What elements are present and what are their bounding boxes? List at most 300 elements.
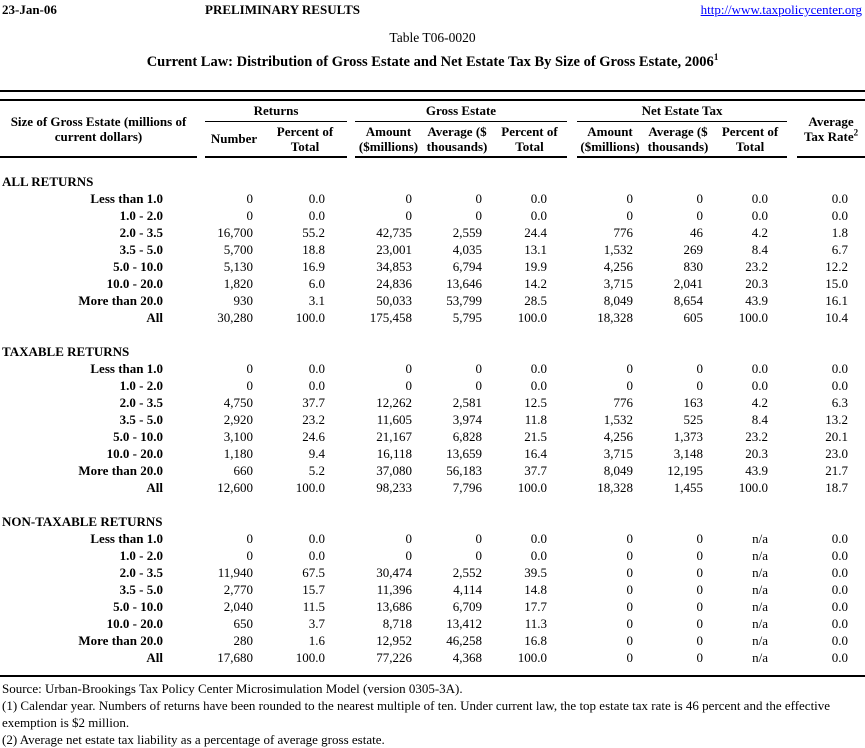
cell: 0.0 [530,191,548,206]
cell: 0 [246,531,253,546]
cell: 0.0 [308,208,325,223]
cell: 23,001 [376,242,412,257]
spacer-cell [347,309,355,326]
table-row [0,598,865,615]
avg-tax-rate-footnote-marker: 2 [853,127,859,138]
cell: n/a [752,616,769,631]
cell: 6,828 [452,429,482,444]
cell: 4,114 [453,582,482,597]
spacer-cell [0,666,865,676]
spacer-cell [347,632,355,649]
table-body [0,157,865,676]
spacer-cell [347,258,355,275]
col-header-returns-pct: Percent of Total [263,121,347,157]
cell: 98,233 [376,480,412,495]
cell: 17,680 [217,650,253,665]
cell: 0 [696,378,704,393]
spacer-cell [787,258,797,275]
header-spacer [197,101,205,157]
cell: 0 [246,191,253,206]
cell: 3,715 [603,276,634,291]
cell: n/a [752,565,769,580]
cell: 4,035 [452,242,482,257]
spacer-cell [567,360,577,377]
cell: 8.4 [751,242,769,257]
cell: 0 [696,650,704,665]
cell: 3.7 [308,616,325,631]
header-spacer [567,101,577,157]
cell: 6.0 [308,276,325,291]
row-label: 5.0 - 10.0 [113,429,163,444]
spacer-cell [347,462,355,479]
spacer-cell [197,292,205,309]
spacer-cell [787,547,797,564]
spacer-row [0,157,865,173]
cell: 0.0 [530,361,548,376]
cell: 0 [475,378,482,393]
cell: 4,750 [223,395,253,410]
cell: 0.0 [308,548,325,563]
cell: 3.1 [308,293,325,308]
table-row [0,224,865,241]
spacer-cell [197,445,205,462]
row-label: More than 20.0 [78,633,163,648]
cell: 8,718 [382,616,412,631]
table-row [0,309,865,326]
cell: 13,646 [446,276,482,291]
cell: 0 [475,191,482,206]
spacer-cell [787,207,797,224]
row-label: More than 20.0 [78,463,163,478]
cell: 0 [405,531,412,546]
group-header-gross-estate: Gross Estate [355,101,567,121]
row-label: All [146,650,163,665]
cell: 2,552 [452,565,482,580]
cell: 0.0 [831,599,849,614]
spacer-cell [787,394,797,411]
row-label: 3.5 - 5.0 [119,242,163,257]
cell: 16.1 [825,293,849,308]
cell: 1,180 [223,446,253,461]
cell: 50,033 [376,293,412,308]
cell: 0.0 [831,531,849,546]
cell: 20.3 [745,446,769,461]
cell: 16,118 [376,446,412,461]
taxpolicycenter-link[interactable]: http://www.taxpolicycenter.org [700,2,862,17]
cell: 0.0 [831,191,849,206]
row-label: 10.0 - 20.0 [106,446,163,461]
spacer-cell [347,530,355,547]
spacer-cell [197,360,205,377]
spacer-cell [197,207,205,224]
cell: 1,532 [603,412,634,427]
cell: 0.0 [831,633,849,648]
spacer-cell [787,377,797,394]
spacer-cell [567,241,577,258]
cell: 39.5 [524,565,548,580]
cell: 12,952 [376,633,412,648]
table-row [0,377,865,394]
spacer-cell [347,360,355,377]
cell: 0 [475,361,482,376]
cell: 0 [626,361,634,376]
cell: 0 [696,531,704,546]
row-label: 10.0 - 20.0 [106,616,163,631]
cell: 650 [233,616,253,631]
cell: 0 [405,378,412,393]
cell: n/a [752,599,769,614]
spacer-cell [197,190,205,207]
cell: 3,715 [603,446,634,461]
cell: 10.4 [825,310,849,325]
cell: 1,373 [673,429,704,444]
cell: 18.7 [825,480,849,495]
cell: 0.0 [751,378,769,393]
section-label: ALL RETURNS [2,174,94,189]
cell: 30,474 [376,565,412,580]
cell: 525 [683,412,704,427]
page-title-text: Current Law: Distribution of Gross Estate and Net Estate Tax By Size of Gross Estate, 2006 [146,54,714,70]
table-row [0,530,865,547]
cell: 14.8 [524,582,548,597]
spacer-cell [347,479,355,496]
cell: 4.2 [751,395,769,410]
cell: 2,581 [452,395,482,410]
cell: 0.0 [831,650,849,665]
group-header-net-estate-tax: Net Estate Tax [577,101,787,121]
page-title [0,52,865,72]
cell: 0.0 [831,582,849,597]
cell: 605 [683,310,704,325]
section-label: NON-TAXABLE RETURNS [2,514,163,529]
row-label: 2.0 - 3.5 [119,225,163,240]
section-header-row [0,343,865,360]
spacer-cell [0,157,865,173]
footnotes [0,680,865,748]
top-double-rule [0,90,865,101]
table-row [0,632,865,649]
cell: 8,049 [603,293,634,308]
section-header-row [0,513,865,530]
spacer-cell [787,564,797,581]
cell: 77,226 [376,650,412,665]
table-row [0,547,865,564]
cell: 11.5 [302,599,325,614]
cell: 20.1 [825,429,849,444]
spacer-cell [567,394,577,411]
title-footnote-marker: 1 [713,52,719,63]
col-header-ge-pct: Percent of Total [492,121,567,157]
spacer-cell [347,445,355,462]
cell: 12.5 [524,395,548,410]
cell: 9.4 [308,446,325,461]
spacer-cell [197,394,205,411]
cell: 4.2 [751,225,769,240]
cell: 17.7 [524,599,548,614]
spacer-cell [347,377,355,394]
cell: 100.0 [517,480,548,495]
spacer-cell [567,377,577,394]
cell: 0 [696,565,704,580]
cell: 0 [626,565,634,580]
cell: 0 [696,633,704,648]
source-note: Source: Urban-Brookings Tax Policy Center Microsimulation Model (version 0305-3A). [2,681,463,696]
cell: 2,041 [673,276,704,291]
spacer-cell [787,360,797,377]
spacer-cell [197,547,205,564]
cell: 11,940 [217,565,253,580]
spacer-cell [347,547,355,564]
cell: 53,799 [446,293,482,308]
spacer-cell [567,309,577,326]
spacer-cell [567,445,577,462]
date-label: 23-Jan-06 [2,2,57,17]
row-label: Less than 1.0 [90,531,163,546]
cell: 0.0 [831,378,849,393]
spacer-row [0,666,865,676]
cell: 13,686 [376,599,412,614]
cell: 13,659 [446,446,482,461]
cell: 6.7 [831,242,849,257]
spacer-cell [347,224,355,241]
cell: 2,559 [452,225,482,240]
spacer-cell [197,275,205,292]
table-row [0,411,865,428]
cell: 5,130 [223,259,253,274]
cell: 0.0 [751,361,769,376]
cell: 0.0 [308,531,325,546]
cell: 0 [405,548,412,563]
cell: 0 [246,548,253,563]
spacer-cell [787,530,797,547]
cell: 37.7 [302,395,325,410]
cell: 12.2 [825,259,849,274]
cell: 0 [696,599,704,614]
cell: 16.4 [524,446,548,461]
cell: 0 [626,378,634,393]
cell: 0 [626,548,634,563]
cell: 0 [475,208,482,223]
cell: 8.4 [751,412,769,427]
cell: 11.3 [524,616,548,631]
cell: 100.0 [738,310,769,325]
cell: 1,532 [603,242,634,257]
cell: 34,853 [376,259,412,274]
cell: n/a [752,650,769,665]
cell: 0.0 [831,565,849,580]
spacer-cell [567,564,577,581]
spacer-cell [197,479,205,496]
cell: 3,100 [223,429,253,444]
cell: 37.7 [524,463,548,478]
cell: 0 [696,191,704,206]
spacer-cell [347,598,355,615]
table-row [0,275,865,292]
cell: 0.0 [831,361,849,376]
cell: 660 [233,463,253,478]
cell: 175,458 [369,310,412,325]
cell: 100.0 [295,310,325,325]
cell: 0 [405,208,412,223]
spacer-cell [787,632,797,649]
cell: n/a [752,531,769,546]
row-label: All [146,310,163,325]
spacer-cell [787,224,797,241]
cell: 13.1 [524,242,548,257]
cell: 18,328 [597,310,634,325]
spacer-cell [0,326,865,343]
table-row [0,292,865,309]
cell: 19.9 [524,259,548,274]
cell: 5,700 [223,242,253,257]
table-row [0,479,865,496]
cell: 8,654 [673,293,704,308]
cell: 0.0 [530,208,548,223]
spacer-cell [197,598,205,615]
cell: 46,258 [446,633,482,648]
cell: 43.9 [745,463,769,478]
cell: 23.2 [745,429,769,444]
row-label: 3.5 - 5.0 [119,412,163,427]
cell: 0 [246,208,253,223]
spacer-cell [787,479,797,496]
spacer-cell [567,479,577,496]
cell: 1,820 [223,276,253,291]
cell: 12,195 [667,463,704,478]
spacer-cell [787,428,797,445]
cell: 0.0 [308,191,325,206]
cell: 0 [696,582,704,597]
spacer-cell [567,190,577,207]
cell: 0.0 [530,531,548,546]
spacer-cell [197,649,205,666]
table-row [0,581,865,598]
cell: 0.0 [831,548,849,563]
cell: 55.2 [302,225,325,240]
spacer-cell [567,598,577,615]
cell: 0 [696,361,704,376]
spacer-cell [347,581,355,598]
col-header-ge-average: Average ($ thousands) [422,121,492,157]
spacer-cell [787,462,797,479]
row-label: 2.0 - 3.5 [119,565,163,580]
cell: 13,412 [446,616,482,631]
group-header-returns: Returns [205,101,347,121]
cell: 7,796 [452,480,482,495]
spacer-cell [197,428,205,445]
spacer-cell [347,207,355,224]
cell: 0.0 [831,616,849,631]
spacer-cell [347,275,355,292]
cell: 12,262 [376,395,412,410]
spacer-cell [197,241,205,258]
cell: 12,600 [217,480,253,495]
spacer-cell [347,292,355,309]
cell: 280 [233,633,253,648]
spacer-cell [567,615,577,632]
col-header-net-pct: Percent of Total [713,121,787,157]
cell: 776 [613,395,634,410]
cell: 18,328 [597,480,634,495]
spacer-cell [347,241,355,258]
cell: 23.2 [745,259,769,274]
cell: 56,183 [446,463,482,478]
row-label: 5.0 - 10.0 [113,599,163,614]
footnote-1: (1) Calendar year. Numbers of returns have been rounded to the nearest multiple of ten. Under current law, the top estate tax rate is 46 percent and the effective exemption is $2 million. [2,698,831,730]
cell: 15.7 [302,582,325,597]
spacer-cell [787,445,797,462]
table-header [0,101,865,157]
cell: 24.4 [524,225,548,240]
cell: 20.3 [745,276,769,291]
estate-tax-table [0,101,865,677]
cell: 8,049 [603,463,634,478]
cell: 13.2 [825,412,849,427]
spacer-cell [787,615,797,632]
page-header [0,0,865,16]
row-label: Less than 1.0 [90,191,163,206]
cell: 0.0 [308,378,325,393]
spacer-cell [197,615,205,632]
row-label: 1.0 - 2.0 [119,378,163,393]
cell: 0 [475,531,482,546]
spacer-cell [197,462,205,479]
cell: 0 [626,616,634,631]
table-row [0,394,865,411]
cell: 1,455 [673,480,704,495]
cell: 30,280 [217,310,253,325]
col-header-net-average: Average ($ thousands) [643,121,713,157]
cell: 37,080 [376,463,412,478]
stub-header: Size of Gross Estate (millions of current dollars) [0,101,197,157]
header-spacer [787,101,797,157]
spacer-cell [197,632,205,649]
cell: 100.0 [517,310,548,325]
spacer-cell [567,547,577,564]
spacer-cell [197,530,205,547]
cell: 42,735 [376,225,412,240]
cell: 0 [246,361,253,376]
spacer-row [0,326,865,343]
cell: 100.0 [517,650,548,665]
cell: 21,167 [376,429,412,444]
cell: 100.0 [295,480,325,495]
cell: 0 [696,616,704,631]
table-row [0,615,865,632]
cell: 24,836 [376,276,412,291]
cell: 21.5 [524,429,548,444]
spacer-cell [567,275,577,292]
row-label: More than 20.0 [78,293,163,308]
cell: 6,794 [452,259,482,274]
spacer-cell [567,428,577,445]
col-header-net-amount: Amount ($millions) [577,121,643,157]
spacer-cell [347,564,355,581]
spacer-cell [787,581,797,598]
spacer-cell [347,411,355,428]
cell: 776 [613,225,634,240]
spacer-cell [567,462,577,479]
spacer-cell [197,224,205,241]
table-number: Table T06-0020 [389,30,476,45]
cell: 43.9 [745,293,769,308]
cell: 0 [696,548,704,563]
table-row [0,207,865,224]
spacer-cell [197,581,205,598]
cell: 3,148 [673,446,704,461]
cell: 0 [626,208,634,223]
cell: 0 [405,361,412,376]
